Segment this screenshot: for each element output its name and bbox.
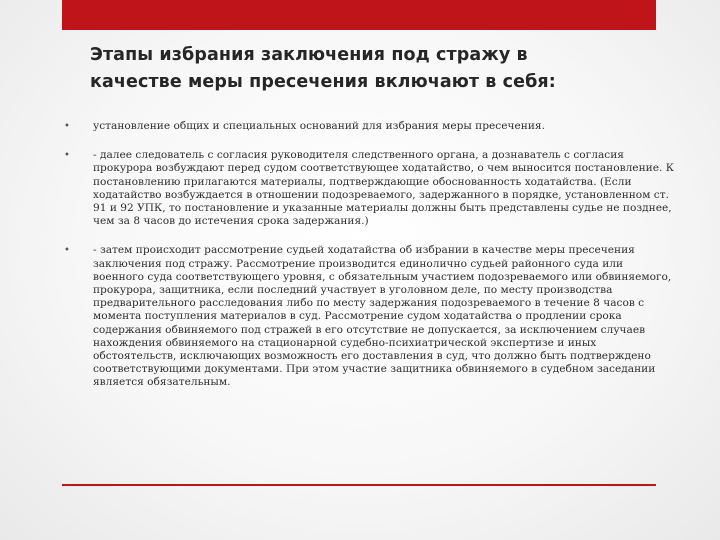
bottom-accent-line [62, 484, 656, 486]
bullet-marker-icon: • [64, 150, 70, 162]
list-item [62, 149, 674, 228]
bullet-text: - далее следователь с согласия руководителя следственного органа, а дознаватель с согласия прокурора возбуждают перед судом соответствующее ходатайство, о чем выносится постановление. К постановлению прилагаются материалы, подтверждающие обоснованность ходатайства. (Если ходатайство возбуждается в отношении подозреваемого, задержанного в порядке, установленном ст. 91 и 92 УПК, то постановление и указанные материалы должны быть представлены судье не позднее, чем за 8 часов до истечения срока задержания.) [93, 149, 674, 228]
list-item [62, 244, 674, 389]
bullet-marker-icon: • [64, 245, 70, 257]
bullet-list [62, 120, 674, 406]
list-item [62, 120, 674, 133]
slide-title-line-1: Этапы избрания заключения под стражу в [90, 45, 528, 65]
bullet-marker-icon: • [64, 121, 70, 132]
top-accent-bar [62, 0, 656, 30]
slide-title [90, 42, 650, 96]
bullet-text: установление общих и специальных оснований для избрания меры пресечения. [93, 120, 545, 132]
slide-title-line-2: качестве меры пресечения включают в себя: [90, 72, 556, 92]
bullet-text: - затем происходит рассмотрение судьей ходатайства об избрании в качестве меры пресечения заключения под стражу. Рассмотрение производится единолично судьей районного суда или военного суда соответствующего уровня, с обязательным участием подозреваемого или обвиняемого, прокурора, защитника, если последний участвует в уголовном деле, по месту производства предварительного расследования либо по месту задержания подозреваемого в течение 8 часов с момента поступления материалов в суд. Рассмотрение судом ходатайства о продлении срока содержания обвиняемого под стражей в его отсутствие не допускается, за исключением случаев нахождения обвиняемого на стационарной судебно-психиатрической экспертизе и иных обстоятельств, исключающих возможность его доставления в суд, что должно быть подтверждено соответствующими документами. При этом участие защитника обвиняемого в судебном заседании является обязательным. [93, 244, 672, 389]
